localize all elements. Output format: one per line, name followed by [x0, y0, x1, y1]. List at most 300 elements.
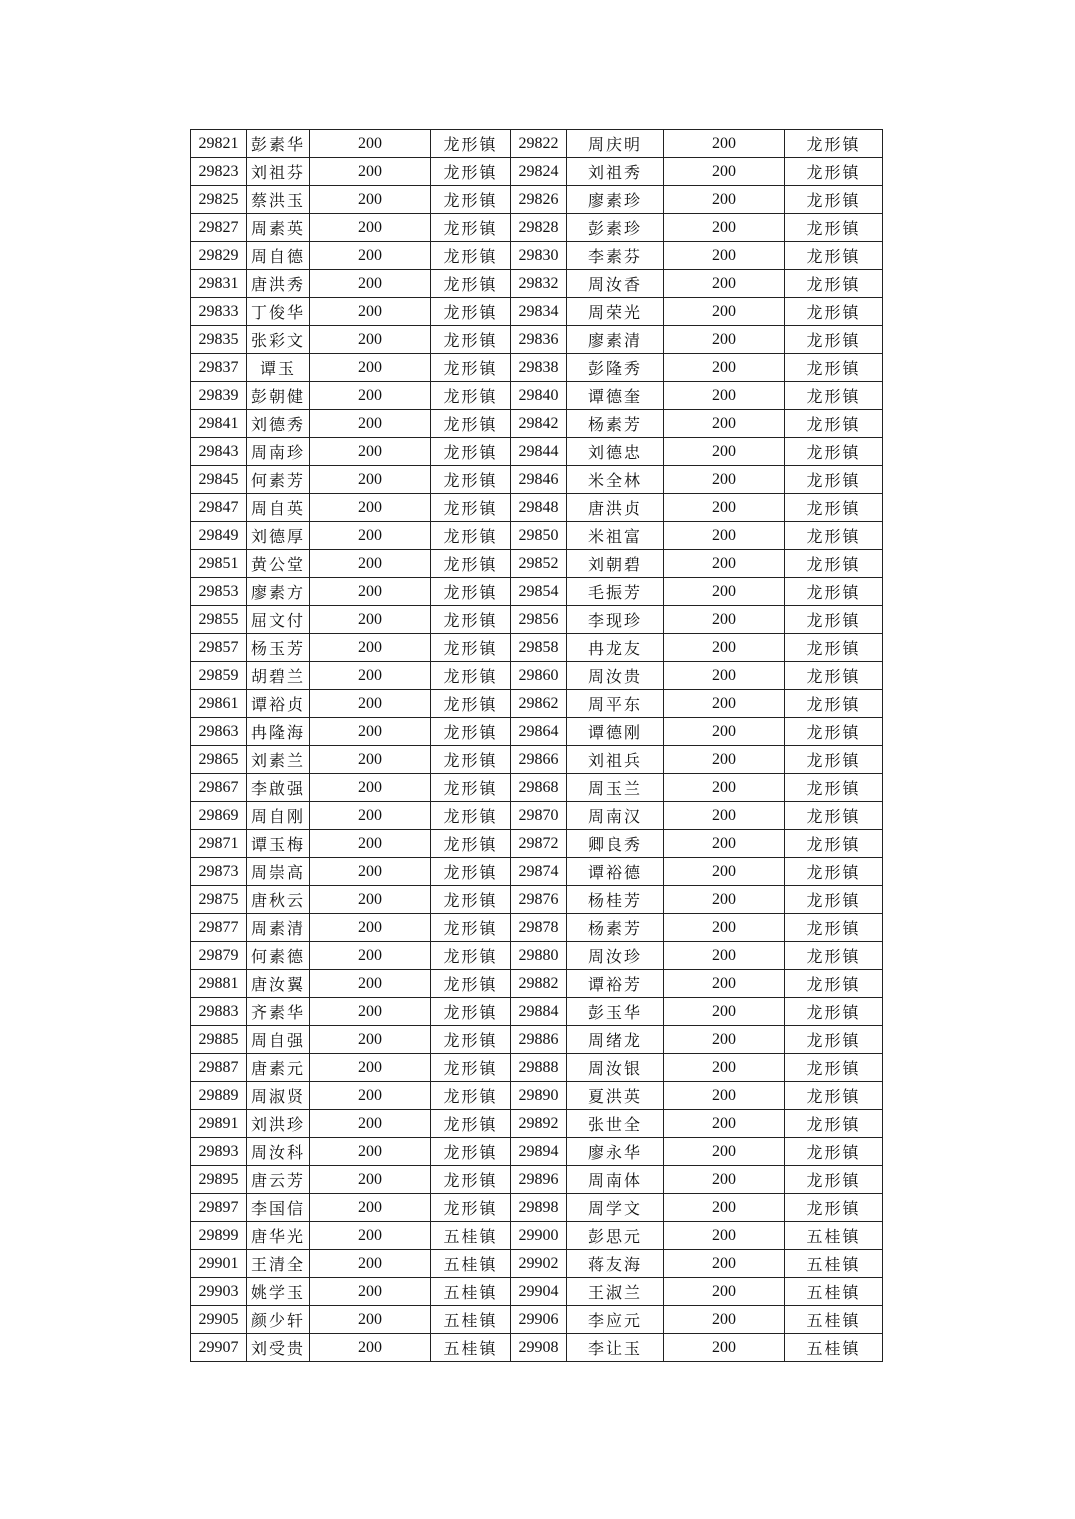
table-row [191, 970, 883, 998]
name-cell: 廖永华 [567, 1138, 664, 1166]
town-cell: 龙形镇 [431, 410, 511, 438]
town-cell: 龙形镇 [785, 158, 883, 186]
id-cell: 29902 [511, 1250, 567, 1278]
id-cell: 29828 [511, 214, 567, 242]
amount-cell: 200 [310, 130, 431, 158]
town-cell: 龙形镇 [785, 802, 883, 830]
town-cell: 龙形镇 [785, 382, 883, 410]
id-cell: 29836 [511, 326, 567, 354]
town-cell: 龙形镇 [785, 914, 883, 942]
table-row [191, 326, 883, 354]
table-row [191, 942, 883, 970]
amount-cell: 200 [310, 746, 431, 774]
amount-cell: 200 [664, 1054, 785, 1082]
town-cell: 龙形镇 [431, 1194, 511, 1222]
amount-cell: 200 [664, 1166, 785, 1194]
name-cell: 屈文付 [247, 606, 310, 634]
town-cell: 龙形镇 [431, 1138, 511, 1166]
town-cell: 龙形镇 [431, 942, 511, 970]
table-row [191, 550, 883, 578]
town-cell: 龙形镇 [431, 326, 511, 354]
town-cell: 龙形镇 [431, 494, 511, 522]
amount-cell: 200 [664, 1110, 785, 1138]
amount-cell: 200 [310, 410, 431, 438]
name-cell: 王淑兰 [567, 1278, 664, 1306]
table-row [191, 1110, 883, 1138]
amount-cell: 200 [664, 1082, 785, 1110]
amount-cell: 200 [310, 1110, 431, 1138]
amount-cell: 200 [310, 158, 431, 186]
id-cell: 29898 [511, 1194, 567, 1222]
amount-cell: 200 [664, 970, 785, 998]
name-cell: 黄公堂 [247, 550, 310, 578]
id-cell: 29856 [511, 606, 567, 634]
name-cell: 彭玉华 [567, 998, 664, 1026]
id-cell: 29824 [511, 158, 567, 186]
amount-cell: 200 [664, 410, 785, 438]
name-cell: 谭德刚 [567, 718, 664, 746]
amount-cell: 200 [664, 830, 785, 858]
town-cell: 龙形镇 [785, 942, 883, 970]
town-cell: 龙形镇 [431, 270, 511, 298]
amount-cell: 200 [310, 1222, 431, 1250]
id-cell: 29876 [511, 886, 567, 914]
id-cell: 29901 [191, 1250, 247, 1278]
name-cell: 周南体 [567, 1166, 664, 1194]
id-cell: 29872 [511, 830, 567, 858]
town-cell: 龙形镇 [431, 522, 511, 550]
town-cell: 五桂镇 [431, 1334, 511, 1362]
id-cell: 29838 [511, 354, 567, 382]
table-row [191, 270, 883, 298]
id-cell: 29830 [511, 242, 567, 270]
amount-cell: 200 [664, 1250, 785, 1278]
name-cell: 唐华光 [247, 1222, 310, 1250]
town-cell: 龙形镇 [785, 634, 883, 662]
table-body [191, 130, 883, 1362]
id-cell: 29865 [191, 746, 247, 774]
id-cell: 29821 [191, 130, 247, 158]
amount-cell: 200 [664, 270, 785, 298]
town-cell: 五桂镇 [785, 1306, 883, 1334]
town-cell: 龙形镇 [785, 1026, 883, 1054]
id-cell: 29889 [191, 1082, 247, 1110]
id-cell: 29832 [511, 270, 567, 298]
id-cell: 29861 [191, 690, 247, 718]
id-cell: 29843 [191, 438, 247, 466]
town-cell: 龙形镇 [785, 970, 883, 998]
name-cell: 毛振芳 [567, 578, 664, 606]
name-cell: 廖素方 [247, 578, 310, 606]
name-cell: 李素芬 [567, 242, 664, 270]
table-row [191, 746, 883, 774]
town-cell: 龙形镇 [431, 830, 511, 858]
town-cell: 龙形镇 [431, 466, 511, 494]
town-cell: 龙形镇 [785, 830, 883, 858]
name-cell: 周汝科 [247, 1138, 310, 1166]
table-row [191, 690, 883, 718]
amount-cell: 200 [664, 746, 785, 774]
id-cell: 29852 [511, 550, 567, 578]
table-row [191, 1306, 883, 1334]
amount-cell: 200 [664, 298, 785, 326]
name-cell: 周南珍 [247, 438, 310, 466]
name-cell: 周自强 [247, 1026, 310, 1054]
table-row [191, 1278, 883, 1306]
name-cell: 刘受贵 [247, 1334, 310, 1362]
id-cell: 29896 [511, 1166, 567, 1194]
town-cell: 五桂镇 [431, 1250, 511, 1278]
amount-cell: 200 [664, 998, 785, 1026]
table-row [191, 802, 883, 830]
town-cell: 龙形镇 [431, 214, 511, 242]
name-cell: 周汝银 [567, 1054, 664, 1082]
town-cell: 龙形镇 [431, 634, 511, 662]
name-cell: 刘祖秀 [567, 158, 664, 186]
table-row [191, 214, 883, 242]
town-cell: 龙形镇 [785, 1110, 883, 1138]
amount-cell: 200 [310, 1334, 431, 1362]
id-cell: 29907 [191, 1334, 247, 1362]
town-cell: 龙形镇 [785, 522, 883, 550]
id-cell: 29822 [511, 130, 567, 158]
id-cell: 29840 [511, 382, 567, 410]
id-cell: 29837 [191, 354, 247, 382]
town-cell: 龙形镇 [431, 886, 511, 914]
name-cell: 刘祖兵 [567, 746, 664, 774]
town-cell: 龙形镇 [785, 1054, 883, 1082]
name-cell: 杨玉芳 [247, 634, 310, 662]
amount-cell: 200 [310, 354, 431, 382]
amount-cell: 200 [310, 1082, 431, 1110]
town-cell: 龙形镇 [431, 802, 511, 830]
amount-cell: 200 [310, 942, 431, 970]
town-cell: 龙形镇 [431, 1082, 511, 1110]
id-cell: 29883 [191, 998, 247, 1026]
town-cell: 龙形镇 [431, 438, 511, 466]
name-cell: 周南汉 [567, 802, 664, 830]
name-cell: 彭素华 [247, 130, 310, 158]
amount-cell: 200 [310, 606, 431, 634]
id-cell: 29867 [191, 774, 247, 802]
amount-cell: 200 [664, 242, 785, 270]
name-cell: 唐洪秀 [247, 270, 310, 298]
amount-cell: 200 [664, 1194, 785, 1222]
amount-cell: 200 [310, 1278, 431, 1306]
town-cell: 龙形镇 [785, 886, 883, 914]
id-cell: 29842 [511, 410, 567, 438]
amount-cell: 200 [664, 1222, 785, 1250]
amount-cell: 200 [310, 690, 431, 718]
amount-cell: 200 [664, 466, 785, 494]
name-cell: 齐素华 [247, 998, 310, 1026]
name-cell: 唐洪贞 [567, 494, 664, 522]
town-cell: 龙形镇 [785, 662, 883, 690]
amount-cell: 200 [310, 1250, 431, 1278]
name-cell: 廖素珍 [567, 186, 664, 214]
name-cell: 蒋友海 [567, 1250, 664, 1278]
town-cell: 龙形镇 [431, 690, 511, 718]
town-cell: 龙形镇 [785, 1194, 883, 1222]
id-cell: 29886 [511, 1026, 567, 1054]
amount-cell: 200 [664, 438, 785, 466]
amount-cell: 200 [664, 662, 785, 690]
amount-cell: 200 [664, 718, 785, 746]
id-cell: 29888 [511, 1054, 567, 1082]
name-cell: 彭思元 [567, 1222, 664, 1250]
id-cell: 29827 [191, 214, 247, 242]
name-cell: 周庆明 [567, 130, 664, 158]
town-cell: 五桂镇 [785, 1278, 883, 1306]
table-row [191, 774, 883, 802]
town-cell: 龙形镇 [785, 746, 883, 774]
amount-cell: 200 [310, 802, 431, 830]
town-cell: 龙形镇 [785, 858, 883, 886]
town-cell: 龙形镇 [785, 690, 883, 718]
name-cell: 颜少轩 [247, 1306, 310, 1334]
town-cell: 五桂镇 [431, 1278, 511, 1306]
table-row [191, 1026, 883, 1054]
town-cell: 龙形镇 [431, 382, 511, 410]
id-cell: 29847 [191, 494, 247, 522]
id-cell: 29895 [191, 1166, 247, 1194]
name-cell: 丁俊华 [247, 298, 310, 326]
name-cell: 李让玉 [567, 1334, 664, 1362]
name-cell: 彭朝健 [247, 382, 310, 410]
table-row [191, 830, 883, 858]
amount-cell: 200 [310, 214, 431, 242]
town-cell: 龙形镇 [785, 1166, 883, 1194]
name-cell: 周自德 [247, 242, 310, 270]
town-cell: 龙形镇 [431, 354, 511, 382]
id-cell: 29841 [191, 410, 247, 438]
amount-cell: 200 [664, 354, 785, 382]
name-cell: 刘祖芬 [247, 158, 310, 186]
town-cell: 龙形镇 [431, 774, 511, 802]
amount-cell: 200 [664, 858, 785, 886]
name-cell: 谭德奎 [567, 382, 664, 410]
amount-cell: 200 [310, 578, 431, 606]
table-row [191, 1194, 883, 1222]
name-cell: 周学文 [567, 1194, 664, 1222]
amount-cell: 200 [310, 550, 431, 578]
table-row [191, 998, 883, 1026]
town-cell: 龙形镇 [785, 1082, 883, 1110]
id-cell: 29825 [191, 186, 247, 214]
id-cell: 29855 [191, 606, 247, 634]
name-cell: 张彩文 [247, 326, 310, 354]
id-cell: 29877 [191, 914, 247, 942]
town-cell: 龙形镇 [431, 746, 511, 774]
town-cell: 龙形镇 [431, 186, 511, 214]
amount-cell: 200 [310, 326, 431, 354]
table-row [191, 494, 883, 522]
amount-cell: 200 [310, 270, 431, 298]
id-cell: 29908 [511, 1334, 567, 1362]
amount-cell: 200 [310, 886, 431, 914]
amount-cell: 200 [310, 494, 431, 522]
id-cell: 29879 [191, 942, 247, 970]
amount-cell: 200 [664, 494, 785, 522]
town-cell: 五桂镇 [785, 1250, 883, 1278]
amount-cell: 200 [310, 298, 431, 326]
name-cell: 杨桂芳 [567, 886, 664, 914]
table-row [191, 382, 883, 410]
town-cell: 龙形镇 [785, 242, 883, 270]
town-cell: 龙形镇 [785, 998, 883, 1026]
name-cell: 米祖富 [567, 522, 664, 550]
name-cell: 李啟强 [247, 774, 310, 802]
town-cell: 龙形镇 [785, 578, 883, 606]
name-cell: 周荣光 [567, 298, 664, 326]
id-cell: 29853 [191, 578, 247, 606]
amount-cell: 200 [310, 914, 431, 942]
name-cell: 周素清 [247, 914, 310, 942]
amount-cell: 200 [310, 998, 431, 1026]
name-cell: 彭素珍 [567, 214, 664, 242]
town-cell: 龙形镇 [431, 130, 511, 158]
amount-cell: 200 [664, 1138, 785, 1166]
id-cell: 29834 [511, 298, 567, 326]
amount-cell: 200 [310, 1194, 431, 1222]
town-cell: 龙形镇 [431, 662, 511, 690]
id-cell: 29863 [191, 718, 247, 746]
id-cell: 29906 [511, 1306, 567, 1334]
id-cell: 29875 [191, 886, 247, 914]
id-cell: 29848 [511, 494, 567, 522]
amount-cell: 200 [310, 830, 431, 858]
town-cell: 五桂镇 [785, 1222, 883, 1250]
town-cell: 龙形镇 [431, 998, 511, 1026]
town-cell: 龙形镇 [785, 494, 883, 522]
id-cell: 29862 [511, 690, 567, 718]
table-row [191, 1334, 883, 1362]
town-cell: 龙形镇 [431, 1110, 511, 1138]
amount-cell: 200 [664, 1334, 785, 1362]
name-cell: 周汝珍 [567, 942, 664, 970]
amount-cell: 200 [664, 326, 785, 354]
name-cell: 刘素兰 [247, 746, 310, 774]
id-cell: 29881 [191, 970, 247, 998]
name-cell: 冉隆海 [247, 718, 310, 746]
town-cell: 龙形镇 [431, 578, 511, 606]
amount-cell: 200 [664, 1278, 785, 1306]
name-cell: 米全林 [567, 466, 664, 494]
amount-cell: 200 [310, 1054, 431, 1082]
name-cell: 廖素清 [567, 326, 664, 354]
name-cell: 谭裕芳 [567, 970, 664, 998]
town-cell: 龙形镇 [431, 1166, 511, 1194]
name-cell: 谭裕德 [567, 858, 664, 886]
amount-cell: 200 [664, 1306, 785, 1334]
name-cell: 张世全 [567, 1110, 664, 1138]
town-cell: 五桂镇 [785, 1334, 883, 1362]
id-cell: 29870 [511, 802, 567, 830]
amount-cell: 200 [664, 886, 785, 914]
town-cell: 五桂镇 [431, 1222, 511, 1250]
table-row [191, 522, 883, 550]
name-cell: 卿良秀 [567, 830, 664, 858]
id-cell: 29826 [511, 186, 567, 214]
name-cell: 谭裕贞 [247, 690, 310, 718]
town-cell: 龙形镇 [431, 858, 511, 886]
name-cell: 李应元 [567, 1306, 664, 1334]
id-cell: 29833 [191, 298, 247, 326]
table-row [191, 354, 883, 382]
name-cell: 周自英 [247, 494, 310, 522]
town-cell: 龙形镇 [785, 326, 883, 354]
id-cell: 29850 [511, 522, 567, 550]
id-cell: 29887 [191, 1054, 247, 1082]
town-cell: 龙形镇 [431, 970, 511, 998]
town-cell: 龙形镇 [431, 914, 511, 942]
table-row [191, 1082, 883, 1110]
id-cell: 29835 [191, 326, 247, 354]
table-row [191, 410, 883, 438]
name-cell: 杨素芳 [567, 410, 664, 438]
table-row [191, 1222, 883, 1250]
name-cell: 刘德厚 [247, 522, 310, 550]
id-cell: 29884 [511, 998, 567, 1026]
table-row [191, 1250, 883, 1278]
id-cell: 29831 [191, 270, 247, 298]
table-row [191, 886, 883, 914]
table-row [191, 662, 883, 690]
amount-cell: 200 [664, 1026, 785, 1054]
town-cell: 龙形镇 [785, 186, 883, 214]
amount-cell: 200 [310, 242, 431, 270]
town-cell: 龙形镇 [431, 242, 511, 270]
id-cell: 29892 [511, 1110, 567, 1138]
name-cell: 周汝贵 [567, 662, 664, 690]
amount-cell: 200 [664, 774, 785, 802]
name-cell: 刘德秀 [247, 410, 310, 438]
table-row [191, 158, 883, 186]
town-cell: 龙形镇 [785, 298, 883, 326]
table-row [191, 130, 883, 158]
id-cell: 29844 [511, 438, 567, 466]
amount-cell: 200 [310, 662, 431, 690]
amount-cell: 200 [664, 578, 785, 606]
name-cell: 刘朝碧 [567, 550, 664, 578]
town-cell: 龙形镇 [785, 1138, 883, 1166]
id-cell: 29854 [511, 578, 567, 606]
town-cell: 五桂镇 [431, 1306, 511, 1334]
amount-cell: 200 [664, 606, 785, 634]
town-cell: 龙形镇 [785, 718, 883, 746]
amount-cell: 200 [664, 802, 785, 830]
name-cell: 王清全 [247, 1250, 310, 1278]
town-cell: 龙形镇 [785, 550, 883, 578]
table-row [191, 578, 883, 606]
amount-cell: 200 [664, 690, 785, 718]
id-cell: 29891 [191, 1110, 247, 1138]
amount-cell: 200 [310, 466, 431, 494]
amount-cell: 200 [310, 186, 431, 214]
name-cell: 谭玉梅 [247, 830, 310, 858]
id-cell: 29829 [191, 242, 247, 270]
amount-cell: 200 [310, 1138, 431, 1166]
name-cell: 何素德 [247, 942, 310, 970]
name-cell: 杨素芳 [567, 914, 664, 942]
town-cell: 龙形镇 [785, 410, 883, 438]
amount-cell: 200 [664, 214, 785, 242]
town-cell: 龙形镇 [785, 774, 883, 802]
id-cell: 29890 [511, 1082, 567, 1110]
town-cell: 龙形镇 [785, 354, 883, 382]
name-cell: 谭玉 [247, 354, 310, 382]
name-cell: 李国信 [247, 1194, 310, 1222]
